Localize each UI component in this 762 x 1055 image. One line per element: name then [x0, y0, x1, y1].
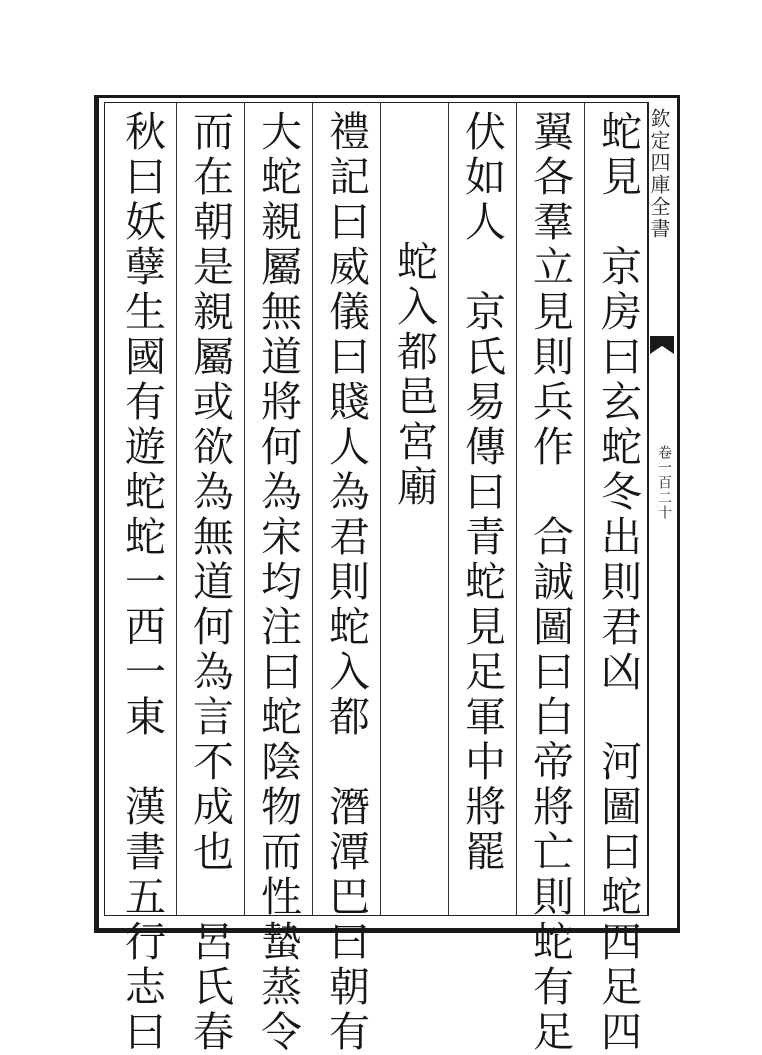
text-column-5: 禮記曰威儀曰賤人為君則蛇入都 潛潭巴曰朝有	[322, 110, 370, 1055]
text-column-7: 而在朝是親屬或欲為無道何為言不成也 呂氏春	[186, 110, 234, 1055]
column-divider	[448, 103, 449, 915]
text-column-2: 翼各羣立見則兵作 合誠圖曰白帝將亡則蛇有足	[526, 110, 574, 1055]
section-heading: 蛇入都邑宮廟	[390, 240, 438, 510]
text-column-6: 大蛇親屬無道將何為宋均注曰蛇陰物而性蟄蒸令	[254, 110, 302, 1055]
text-column-3: 伏如人 京氏易傳曰青蛇見足軍中將罷	[458, 110, 506, 875]
volume-number: 卷一百二十	[656, 445, 672, 520]
text-column-8: 秋曰妖孽生國有遊蛇蛇一西一東 漢書五行志曰	[118, 110, 166, 1055]
column-divider	[244, 103, 245, 915]
column-divider	[516, 103, 517, 915]
column-divider	[380, 103, 381, 915]
text-column-1: 蛇見 京房曰玄蛇冬出則君凶 河圖曰蛇四足四	[594, 110, 642, 1055]
book-title: 欽定四庫全書	[647, 108, 671, 240]
column-divider	[176, 103, 177, 915]
column-divider	[584, 103, 585, 915]
column-divider	[312, 103, 313, 915]
